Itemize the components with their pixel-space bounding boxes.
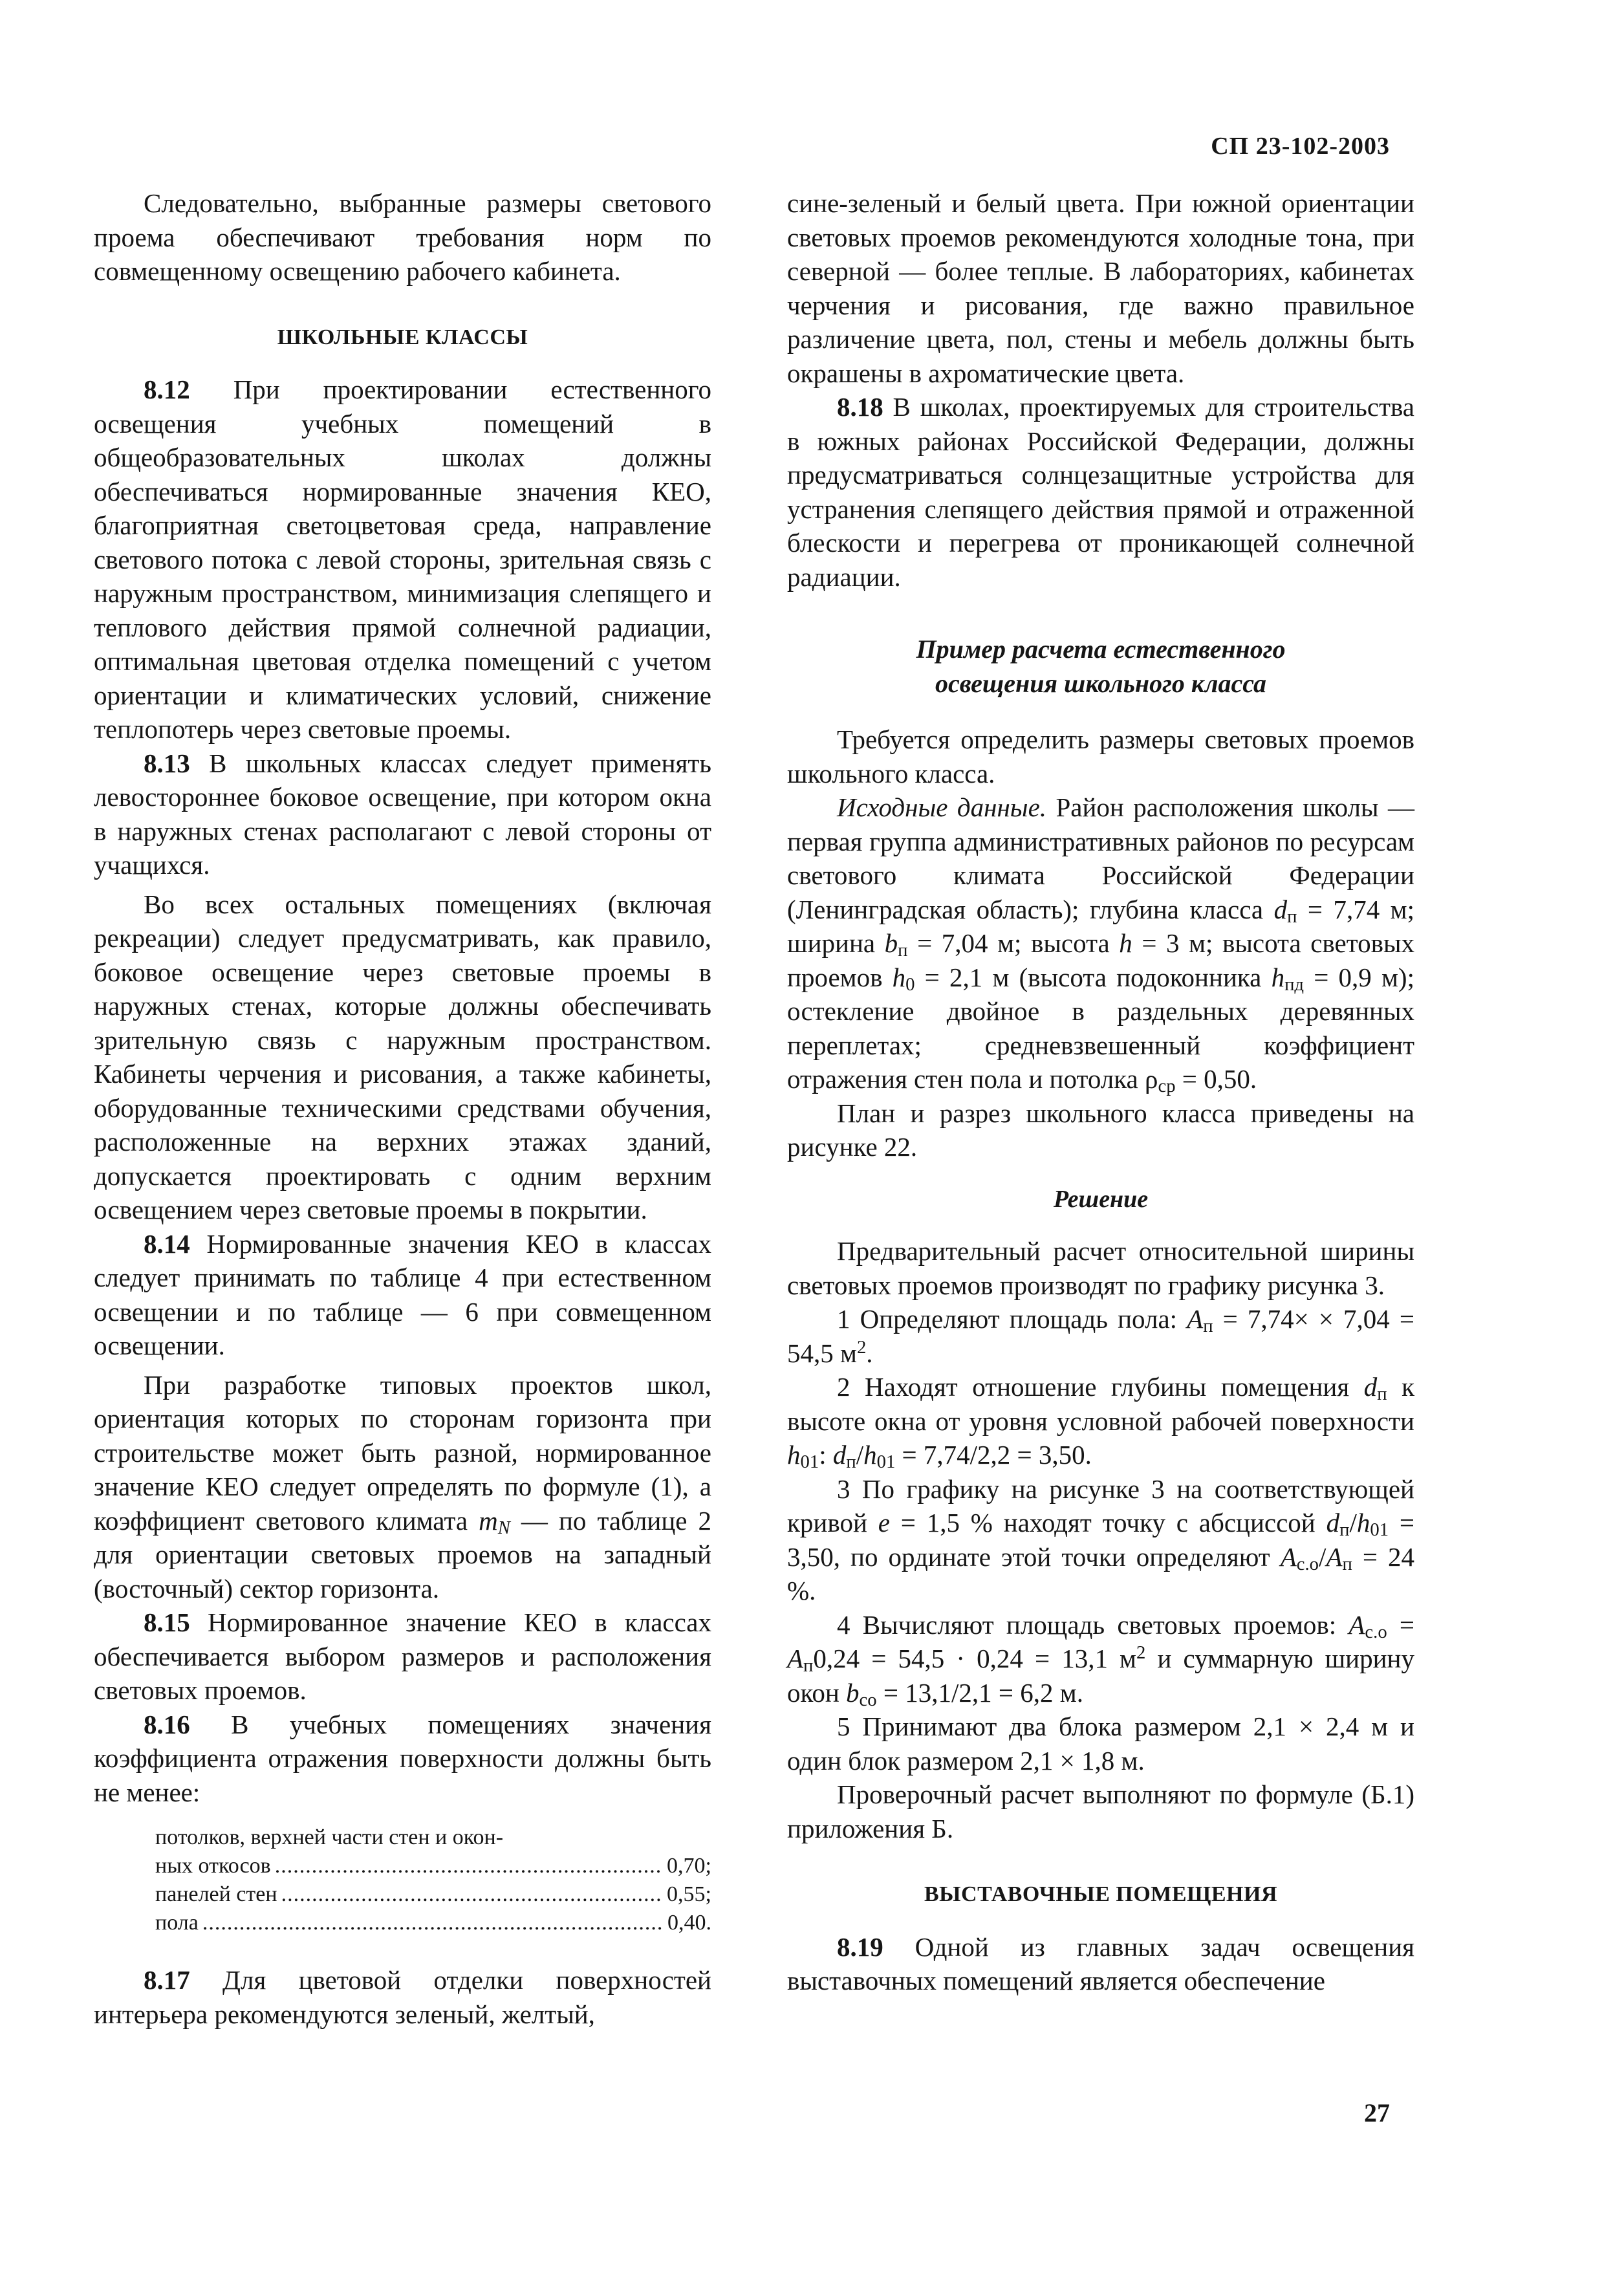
text-run: 1 Определяют площадь пола: <box>837 1304 1187 1334</box>
symbol-subscript: п <box>1377 1384 1387 1404</box>
clause-text: В школах, проектируемых для строительства в южных районах Российской Федерации, должны предусматриваться солнцезащитные устройства для устранения слепящего действия прямой и отраженной блескости и перегрева от проникающей солнечной радиации. <box>787 392 1414 592</box>
list-item-label: пола <box>155 1911 199 1935</box>
list-item-value: 0,55; <box>667 1882 711 1906</box>
clause-text: Нормированное значение КЕО в классах обеспечивается выбором размеров и расположения световых проемов. <box>94 1607 711 1705</box>
symbol-subscript: пд <box>1284 973 1305 995</box>
document-code-header: СП 23-102-2003 <box>1211 133 1390 160</box>
left-column <box>94 186 711 2031</box>
text-run: к высоте окна от уровня условной рабочей поверхности <box>787 1372 1414 1436</box>
text-run: = 7,04 м; высота <box>907 928 1120 958</box>
paragraph-other-rooms: Во всех остальных помещениях (включая рекреации) следует предусматривать, как правило, боковое освещение через световые проемы в наружных стенах, которые должны обеспечивать зрительную связь с наружным пространством. Кабинеты черчения и рисования, а также кабинеты, оборудованные техническими средствами обучения, расположенные на верхних этажах зданий, допускается проектировать с одним верхним освещением через световые проемы в покрытии. <box>94 889 711 1224</box>
text-run: 3 По графику на рисунке 3 на соответствующей кривой <box>787 1473 1414 1538</box>
initial-data-label: Исходные данные. <box>837 792 1047 822</box>
text-run: При разработке типовых проектов школ, ориентация которых по сторонам горизонта при строительстве может быть разной, нормированное значение КЕО следует определять по формуле (1), а коэффициент светового климата <box>94 1369 711 1536</box>
symbol-A: A <box>1326 1541 1343 1572</box>
symbol-d: d <box>1273 894 1288 924</box>
paragraph-task: Требуется определить размеры световых проемов школьного класса. <box>787 724 1414 788</box>
clause-number: 8.14 <box>144 1228 190 1259</box>
symbol-subscript: 01 <box>800 1451 819 1472</box>
symbol-subscript: с.о <box>1296 1553 1319 1574</box>
symbol-h: h <box>863 1440 877 1470</box>
text-run: = 0,50. <box>1175 1064 1257 1094</box>
example-title-line: Пример расчета естественного <box>916 635 1286 664</box>
symbol-A: A <box>1280 1541 1297 1572</box>
symbol-superscript: 2 <box>1136 1642 1146 1663</box>
paragraph-preliminary: Предварительный расчет относительной ширины световых проемов производят по графику рисунка 3. <box>787 1236 1414 1300</box>
symbol-subscript: со <box>859 1689 877 1710</box>
symbol-slash: / <box>1319 1541 1326 1572</box>
symbol-rho: ρ <box>1145 1064 1158 1094</box>
list-item-label: ных откосов <box>155 1854 271 1878</box>
clause-number: 8.17 <box>144 1965 190 1995</box>
symbol-slash: / <box>856 1440 864 1470</box>
text-run: = 7,74 м; ширина <box>787 894 1414 958</box>
symbol-e: e <box>878 1508 890 1538</box>
list-item <box>155 1909 711 1937</box>
list-item <box>155 1852 711 1880</box>
symbol-h: h <box>892 962 906 992</box>
paragraph-8-17 <box>94 1963 711 2031</box>
symbol-h: h <box>1119 928 1132 958</box>
symbol-subscript: ср <box>1158 1076 1176 1096</box>
text-run: 4 Вычисляют площадь световых проемов: <box>837 1609 1349 1640</box>
text-run: = 0,9 м); остекление двойное в раздельных деревянных переплетах; средневзвешенный коэффициент отражения стен пола и потолка <box>787 962 1414 1094</box>
paragraph-initial-data <box>787 790 1414 1096</box>
list-item-value: 0,40. <box>667 1911 711 1935</box>
symbol-m: m <box>479 1505 498 1536</box>
text-run: = 1,5 % находят точку с абсциссой <box>889 1508 1326 1538</box>
paragraph-8-19 <box>787 1930 1414 1998</box>
paragraph-typical-projects <box>94 1368 711 1606</box>
paragraph-check: Проверочный расчет выполняют по формуле (Б.1) приложения Б. <box>787 1779 1414 1843</box>
symbol-subscript: п <box>1287 906 1297 927</box>
section-title-school-classes: ШКОЛЬНЫЕ КЛАССЫ <box>277 325 528 349</box>
reflectance-list <box>155 1823 711 1937</box>
text-run: = 3 м; высота световых проемов <box>787 928 1415 992</box>
symbol-h: h <box>1356 1508 1370 1538</box>
clause-text: В школьных классах следует применять левостороннее боковое освещение, при котором окна в наружных стенах располагают с левой стороны от учащихся. <box>94 748 711 880</box>
clause-text: Для цветовой отделки поверхностей интерьера рекомендуются зеленый, желтый, <box>94 1965 711 2029</box>
paragraph-intro: Следовательно, выбранные размеры светового проема обеспечивают требования норм по совмещенному освещению рабочего кабинета. <box>94 188 711 286</box>
leader-dots <box>202 1909 664 1937</box>
text-run: = <box>1387 1609 1415 1640</box>
clause-number: 8.12 <box>144 375 190 404</box>
symbol-subscript: с.о <box>1365 1621 1387 1642</box>
symbol-b: b <box>884 928 898 958</box>
clause-text: Одной из главных задач освещения выставочных помещений является обеспечение <box>787 1931 1414 1995</box>
clause-number: 8.19 <box>837 1931 883 1962</box>
symbol-d: d <box>832 1440 847 1470</box>
paragraph-plan: План и разрез школьного класса приведены на рисунке 22. <box>787 1098 1414 1162</box>
symbol-A: A <box>1187 1304 1204 1334</box>
symbol-h: h <box>787 1440 801 1470</box>
list-item <box>155 1880 711 1909</box>
solution-title: Решение <box>1053 1185 1149 1213</box>
paragraph-8-16 <box>94 1708 711 1810</box>
symbol-subscript: 01 <box>876 1451 896 1472</box>
symbol-subscript: N <box>497 1517 510 1538</box>
leader-dots <box>275 1852 663 1880</box>
text-run: = 24 %. <box>787 1541 1415 1605</box>
symbol-slash: / <box>1349 1508 1357 1538</box>
step-5: 5 Принимают два блока размером 2,1 × 2,4 м и один блок размером 2,1 × 1,8 м. <box>787 1712 1414 1776</box>
list-item-label: панелей стен <box>155 1882 277 1906</box>
text-run: и суммарную ширину окон <box>787 1644 1414 1708</box>
clause-number: 8.18 <box>837 392 883 422</box>
symbol-subscript: п <box>1339 1519 1350 1540</box>
text-run: = 2,1 м (высота подоконника <box>915 962 1272 992</box>
symbol-A: A <box>787 1644 804 1673</box>
page-number: 27 <box>1364 2098 1390 2127</box>
symbol-subscript: 01 <box>1370 1519 1389 1540</box>
symbol-superscript: 2 <box>856 1336 867 1358</box>
symbol-A: A <box>1348 1609 1365 1640</box>
paragraph-8-17-continued: сине-зеленый и белый цвета. При южной ориентации световых проемов рекомендуются холодные тона, при северной — более теплые. В лабораториях, кабинетах черчения и рисования, где важно правильное различение цвета, пол, стены и мебель должны быть окрашены в ахроматические цвета. <box>787 188 1414 388</box>
text-run: — по таблице 2 для ориентации световых проемов на западный (восточный) сектор горизонта. <box>94 1505 711 1603</box>
clause-text: Нормированные значения КЕО в классах следует принимать по таблице 4 при естественном освещении и по таблице — 6 при совмещенном освещении. <box>94 1228 711 1360</box>
text-run: : <box>819 1440 833 1470</box>
text-run: . <box>866 1338 873 1368</box>
text-run: = 13,1/2,1 = 6,2 м. <box>876 1677 1083 1708</box>
list-item-value: 0,70; <box>667 1854 711 1878</box>
text-run: = 7,74/2,2 = 3,50. <box>895 1440 1092 1470</box>
symbol-subscript: п <box>846 1451 856 1472</box>
symbol-subscript: п <box>1342 1553 1352 1574</box>
step-3 <box>787 1472 1414 1608</box>
symbol-subscript: п <box>898 940 908 961</box>
list-item: потолков, верхней части стен и окон- <box>155 1825 504 1849</box>
paragraph-8-14 <box>94 1227 711 1363</box>
text-run: = 3,50, по ординате этой точки определяют <box>787 1508 1415 1572</box>
step-2 <box>787 1370 1414 1472</box>
paragraph-8-13 <box>94 746 711 882</box>
paragraph-8-12 <box>94 373 711 746</box>
clause-text: В учебных помещениях значения коэффициента отражения поверхности должны быть не менее: <box>94 1709 711 1807</box>
symbol-d: d <box>1363 1372 1378 1402</box>
example-heading <box>787 633 1414 701</box>
text-run: = 7,74× × 7,04 = 54,5 м <box>787 1304 1414 1368</box>
leader-dots <box>281 1880 663 1909</box>
symbol-d: d <box>1326 1508 1340 1538</box>
symbol-b: b <box>846 1677 860 1708</box>
symbol-subscript: п <box>803 1655 814 1676</box>
symbol-subscript: 0 <box>905 973 915 995</box>
example-title-line: освещения школьного класса <box>935 668 1266 698</box>
right-column <box>787 186 1414 1998</box>
symbol-subscript: п <box>1203 1316 1213 1336</box>
section-title-exhibition-rooms: ВЫСТАВОЧНЫЕ ПОМЕЩЕНИЯ <box>924 1882 1278 1906</box>
text-run: 2 Находят отношение глубины помещения <box>837 1372 1364 1402</box>
paragraph-8-15 <box>94 1605 711 1708</box>
clause-text: При проектировании естественного освещения учебных помещений в общеобразовательных школах должны обеспечиваться нормированные значения КЕО, благоприятная светоцветовая среда, направление светового потока с левой стороны, зрительная связь с наружным пространством, минимизация слепящего и теплового действия прямой солнечной радиации, оптимальная цветовая отделка помещений с учетом ориентации и климатических условий, снижение теплопотерь через световые проемы. <box>94 375 711 744</box>
clause-number: 8.16 <box>144 1709 190 1739</box>
step-4 <box>787 1608 1414 1710</box>
symbol-h: h <box>1271 962 1285 992</box>
clause-number: 8.13 <box>144 748 190 778</box>
text-run: Район расположения школы — первая группа административных районов по ресурсам светового климата Российской Федерации (Ленинградская область); глубина класса <box>787 792 1414 924</box>
step-1 <box>787 1302 1414 1370</box>
clause-number: 8.15 <box>144 1607 190 1637</box>
text-run: 0,24 = 54,5 · 0,24 = 13,1 м <box>813 1644 1136 1673</box>
paragraph-8-18 <box>787 390 1414 594</box>
